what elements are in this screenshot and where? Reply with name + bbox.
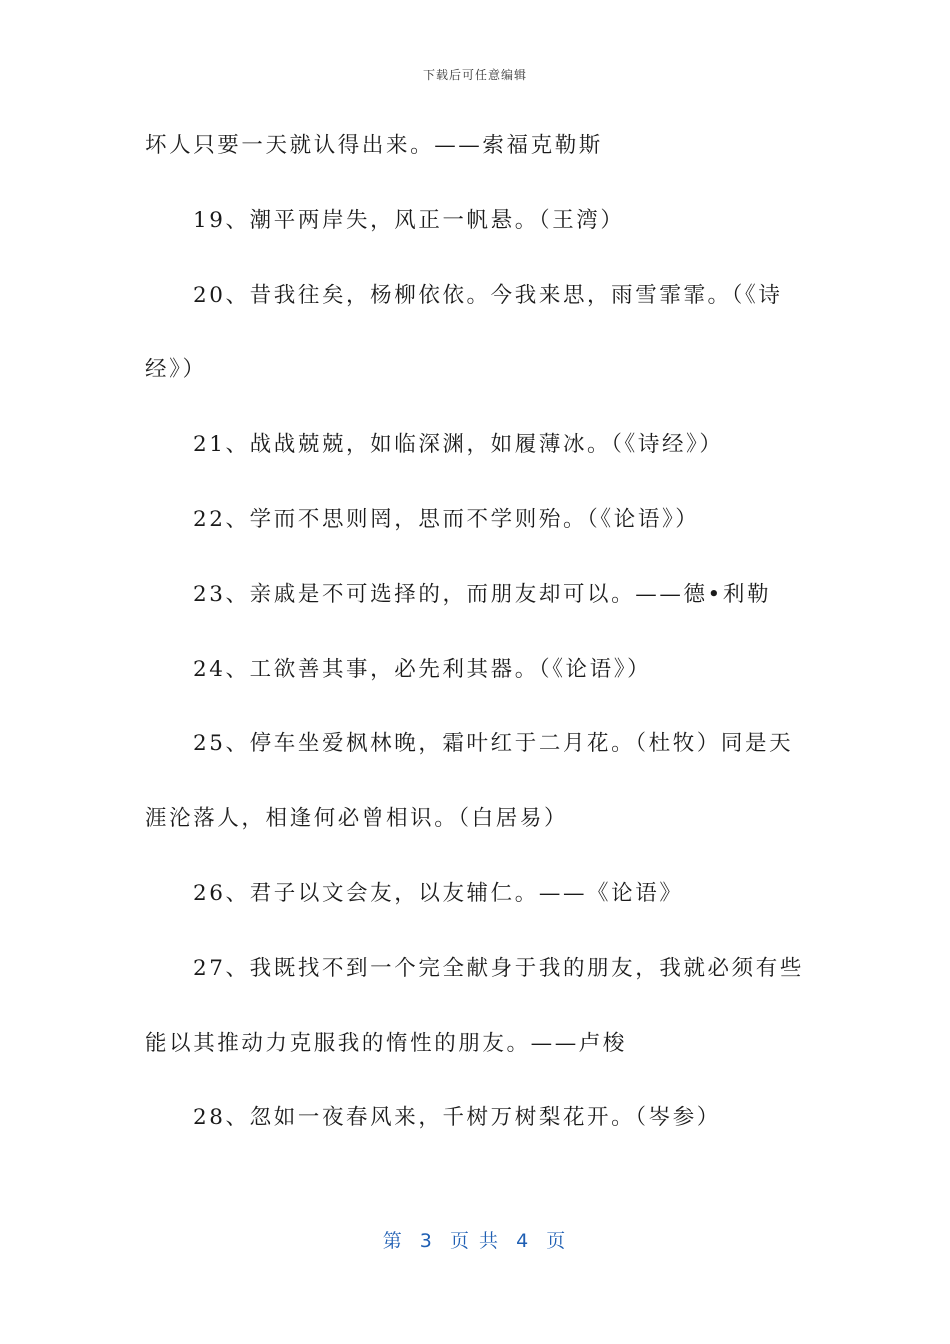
quote-24: 24、工欲善其事，必先利其器。（《论语》） [193,656,652,682]
quote-20: 20、昔我往矣，杨柳依依。今我来思，雨雪霏霏。（《诗 [193,282,783,308]
quote-26: 26、君子以文会友，以友辅仁。——《论语》 [193,880,684,906]
quote-25: 25、停车坐爱枫林晚，霜叶红于二月花。（杜牧）同是天 [193,731,794,757]
document-body [145,126,804,1173]
quote-20-continued: 经》） [145,357,207,383]
quote-27: 27、我既找不到一个完全献身于我的朋友，我就必须有些 [193,955,804,981]
quote-23: 23、亲戚是不可选择的，而朋友却可以。——德•利勒 [193,581,772,607]
quote-25-continued: 涯沦落人，相逢何必曾相识。（白居易） [145,806,569,832]
quote-21: 21、战战兢兢，如临深渊，如履薄冰。（《诗经》） [193,432,724,458]
text-line-1: 坏人只要一天就认得出来。——索福克勒斯 [145,133,603,158]
page-header: 下载后可任意编辑 [422,68,527,82]
page-footer: 第 3 页 共 4 页 [382,1230,568,1252]
quote-27-continued: 能以其推动力克服我的惰性的朋友。——卢梭 [145,1030,628,1056]
quote-28: 28、忽如一夜春风来，千树万树梨花开。（岑参） [193,1105,721,1131]
quote-19: 19、潮平两岸失，风正一帆悬。（王湾） [193,207,625,233]
quote-22: 22、学而不思则罔，思而不学则殆。（《论语》） [193,506,700,532]
